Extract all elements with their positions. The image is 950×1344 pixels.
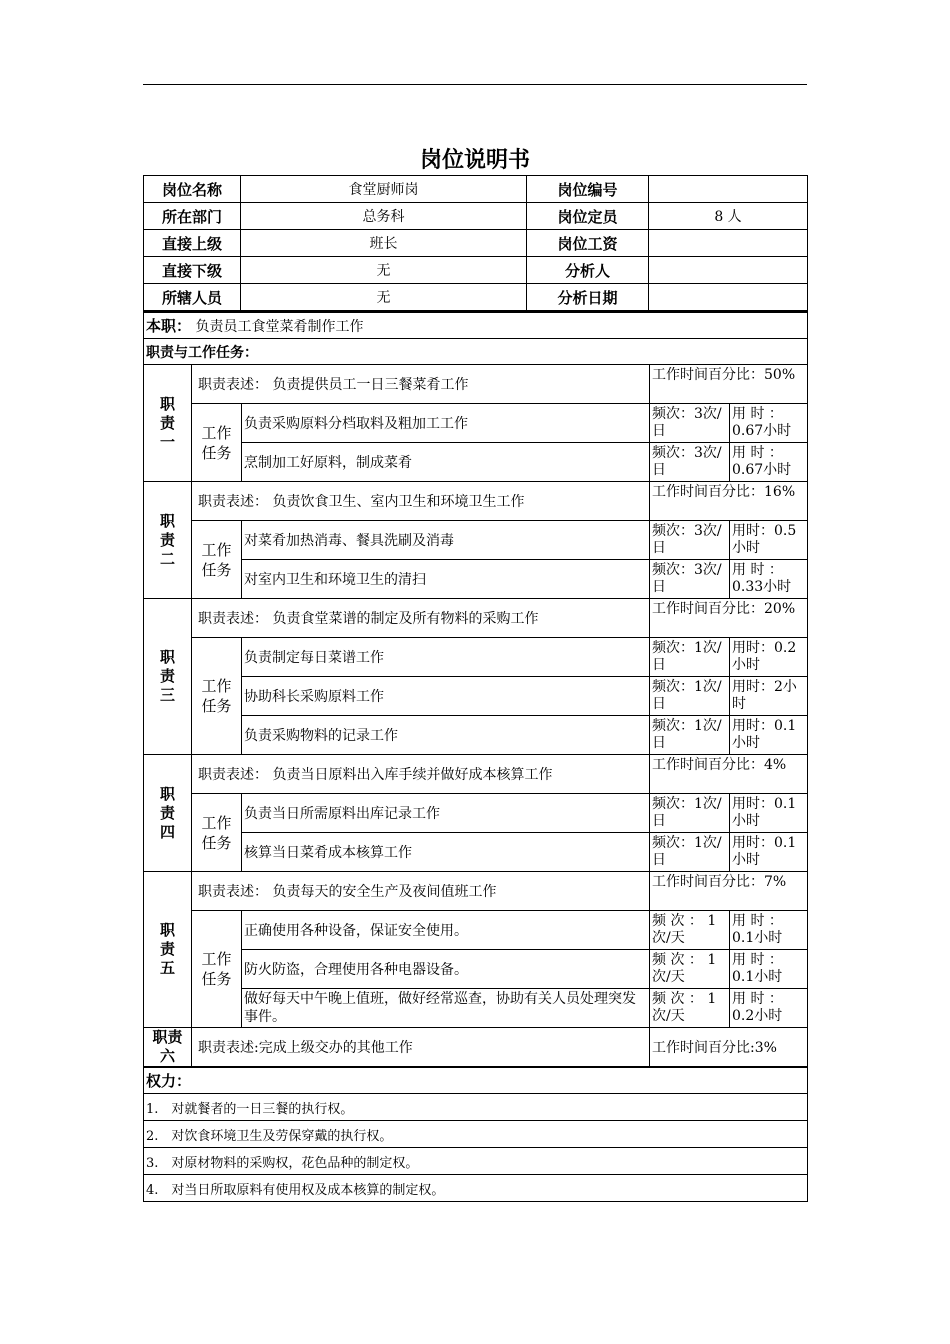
task-text: 烹制加工好原料，制成菜肴 [242, 443, 650, 482]
field-value: 无 [241, 257, 527, 284]
quanli-item-row [144, 1175, 808, 1202]
duty-title-text: 职责三 [159, 648, 175, 704]
task-frequency: 频次：1次/日 [650, 677, 730, 716]
quanli-item: 1. 对就餐者的一日三餐的执行权。 [144, 1094, 808, 1121]
duty-title-text: 职责一 [159, 394, 175, 451]
task-label-text: 工作任务 [201, 540, 232, 579]
task-frequency: 频次：1次/日 [650, 794, 730, 833]
task-frequency: 频次：3次/日 [650, 560, 730, 599]
duty-statement: 职责表述： 负责食堂菜谱的制定及所有物料的采购工作 [192, 599, 650, 638]
task-text: 对菜肴加热消毒、餐具洗刷及消毒 [242, 521, 650, 560]
duty-statement: 职责表述:完成上级交办的其他工作 [192, 1028, 650, 1068]
field-label: 岗位名称 [144, 176, 241, 203]
task-frequency: 频次：1次/日 [650, 833, 730, 872]
duty-title [144, 1028, 192, 1068]
task-duration: 用时：0.1小时 [730, 794, 808, 833]
basic-info-row [144, 230, 808, 257]
field-value [649, 176, 808, 203]
task-frequency: 频 次 ： 1次/天 [650, 911, 730, 950]
duty-title [144, 755, 192, 872]
benzhi-row [144, 312, 808, 339]
task-label [192, 911, 242, 1028]
quanli-item-row [144, 1121, 808, 1148]
quanli-header: 权力： [144, 1067, 808, 1094]
duty-statement-row [144, 482, 808, 521]
duty-title [144, 599, 192, 755]
benzhi-label: 本职： [146, 317, 192, 335]
time-percentage: 工作时间百分比：16% [650, 482, 808, 521]
duty-statement: 职责表述： 负责提供员工一日三餐菜肴工作 [192, 365, 650, 404]
time-percentage: 工作时间百分比：4% [650, 755, 808, 794]
time-percentage: 工作时间百分比:3% [650, 1028, 808, 1068]
task-label [192, 404, 242, 482]
field-value: 食堂厨师岗 [241, 176, 527, 203]
field-label: 分析人 [527, 257, 649, 284]
task-label-text: 工作任务 [201, 423, 232, 462]
task-text: 协助科长采购原料工作 [242, 677, 650, 716]
duty-title [144, 482, 192, 599]
basic-info-table [143, 175, 808, 311]
task-duration: 用 时 ：0.67小时 [730, 443, 808, 482]
task-row [144, 950, 808, 989]
task-duration: 用 时 ：0.2小时 [730, 989, 808, 1028]
duty-title-text: 职责四 [159, 784, 175, 841]
task-text: 负责制定每日菜谱工作 [242, 638, 650, 677]
task-label-text: 工作任务 [201, 813, 232, 852]
task-text: 对室内卫生和环境卫生的清扫 [242, 560, 650, 599]
quanli-item-row [144, 1148, 808, 1175]
field-label: 直接上级 [144, 230, 241, 257]
task-label-text: 工作任务 [201, 950, 232, 988]
time-percentage: 工作时间百分比：50% [650, 365, 808, 404]
field-value [649, 257, 808, 284]
task-frequency: 频次：3次/日 [650, 521, 730, 560]
task-row [144, 794, 808, 833]
quanli-item-row [144, 1094, 808, 1121]
task-text: 做好每天中午晚上值班，做好经常巡查，协助有关人员处理突发事件。 [242, 989, 650, 1028]
duty-title-text: 职责二 [159, 511, 175, 568]
task-duration: 用时：0.1小时 [730, 716, 808, 755]
task-frequency: 频 次 ： 1次/天 [650, 989, 730, 1028]
duty-statement-row [144, 599, 808, 638]
task-frequency: 频次：1次/日 [650, 716, 730, 755]
duties-table [143, 311, 808, 1202]
task-label-text: 工作任务 [201, 677, 232, 715]
field-value: 班长 [241, 230, 527, 257]
task-frequency: 频 次 ： 1次/天 [650, 950, 730, 989]
header-rule [143, 84, 807, 85]
duty-statement: 职责表述： 负责饮食卫生、室内卫生和环境卫生工作 [192, 482, 650, 521]
task-duration: 用 时 ：0.1小时 [730, 950, 808, 989]
task-label [192, 521, 242, 599]
task-row [144, 911, 808, 950]
benzhi-text: 负责员工食堂菜肴制作工作 [191, 319, 364, 335]
task-duration: 用时：0.1小时 [730, 833, 808, 872]
task-text: 负责采购物料的记录工作 [242, 716, 650, 755]
task-duration: 用时：0.5小时 [730, 521, 808, 560]
quanli-item: 2. 对饮食环境卫生及劳保穿戴的执行权。 [144, 1121, 808, 1148]
task-duration: 用时：0.2小时 [730, 638, 808, 677]
field-label: 直接下级 [144, 257, 241, 284]
task-label [192, 638, 242, 755]
document-title: 岗位说明书 [419, 148, 530, 173]
field-value: 总务科 [241, 203, 527, 230]
duty-statement: 职责表述： 负责当日原料出入库手续并做好成本核算工作 [192, 755, 650, 794]
basic-info-row [144, 176, 808, 203]
field-label: 岗位编号 [527, 176, 649, 203]
field-value: 无 [241, 284, 527, 311]
basic-info-row [144, 257, 808, 284]
task-text: 核算当日菜肴成本核算工作 [242, 833, 650, 872]
task-label [192, 794, 242, 872]
zhize-header: 职责与工作任务： [144, 339, 808, 365]
duty-six-row [144, 1028, 808, 1068]
task-duration: 用 时 ：0.67小时 [730, 404, 808, 443]
task-row [144, 677, 808, 716]
basic-info-row [144, 284, 808, 311]
task-row [144, 443, 808, 482]
task-duration: 用 时 ：0.1小时 [730, 911, 808, 950]
task-duration: 用 时 ：0.33小时 [730, 560, 808, 599]
task-row [144, 638, 808, 677]
time-percentage: 工作时间百分比：20% [650, 599, 808, 638]
duty-statement-row [144, 755, 808, 794]
field-label: 岗位定员 [527, 203, 649, 230]
task-text: 负责当日所需原料出库记录工作 [242, 794, 650, 833]
zhize-header-row [144, 339, 808, 365]
field-label: 分析日期 [527, 284, 649, 311]
duty-title-text: 职责六 [152, 1028, 183, 1065]
task-row [144, 560, 808, 599]
duty-title [144, 872, 192, 1028]
duty-statement-row [144, 872, 808, 911]
time-percentage: 工作时间百分比：7% [650, 872, 808, 911]
task-row [144, 989, 808, 1028]
task-frequency: 频次：1次/日 [650, 638, 730, 677]
task-frequency: 频次：3次/日 [650, 443, 730, 482]
field-label: 岗位工资 [527, 230, 649, 257]
duty-statement: 职责表述： 负责每天的安全生产及夜间值班工作 [192, 872, 650, 911]
task-row [144, 716, 808, 755]
task-duration: 用时：2小时 [730, 677, 808, 716]
field-label: 所辖人员 [144, 284, 241, 311]
field-value [649, 230, 808, 257]
task-frequency: 频次：3次/日 [650, 404, 730, 443]
field-label: 所在部门 [144, 203, 241, 230]
task-text: 正确使用各种设备，保证安全使用。 [242, 911, 650, 950]
task-row [144, 404, 808, 443]
task-text: 防火防盗，合理使用各种电器设备。 [242, 950, 650, 989]
duty-title [144, 365, 192, 482]
basic-info-row [144, 203, 808, 230]
task-row [144, 521, 808, 560]
duty-statement-row [144, 365, 808, 404]
field-value: 8 人 [649, 203, 808, 230]
quanli-item: 4. 对当日所取原料有使用权及成本核算的制定权。 [144, 1175, 808, 1202]
quanli-item: 3. 对原材物料的采购权，花色品种的制定权。 [144, 1148, 808, 1175]
task-row [144, 833, 808, 872]
duty-title-text: 职责五 [159, 921, 175, 977]
task-text: 负责采购原料分档取料及粗加工工作 [242, 404, 650, 443]
field-value [649, 284, 808, 311]
quanli-header-row [144, 1067, 808, 1094]
